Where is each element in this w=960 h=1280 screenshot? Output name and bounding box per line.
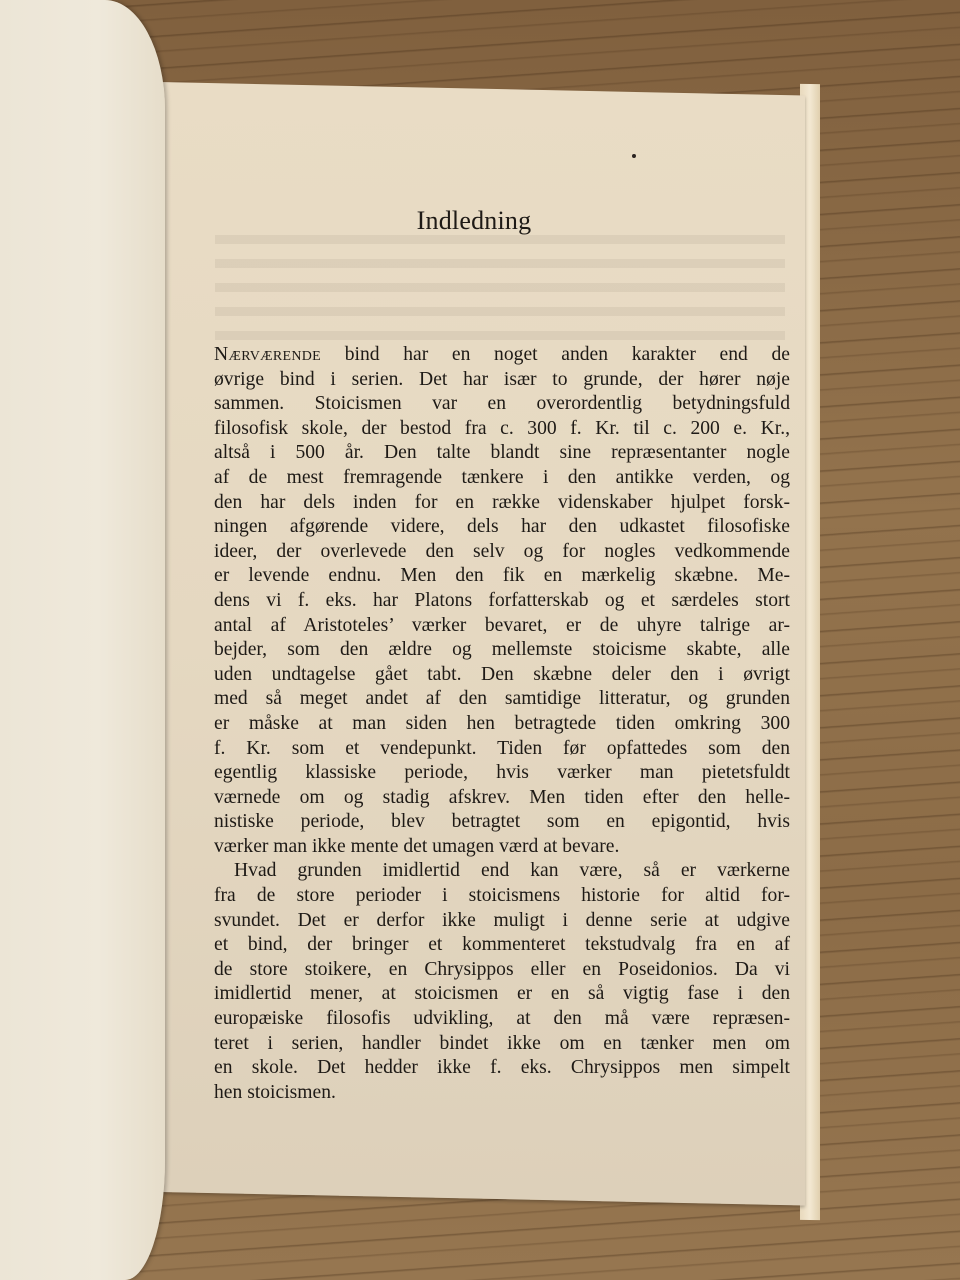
text-line: nistiske periode, blev betragtet som en epigontid, hvis	[214, 811, 790, 833]
paragraph-1	[214, 343, 790, 859]
left-page	[0, 0, 165, 1280]
text-line: antal af Aristoteles’ værker bevaret, er de uhyre talrige ar-	[214, 614, 790, 636]
text-line: dens vi f. eks. har Platons forfatterskab og et særdeles stort	[214, 589, 790, 611]
text-line: er måske at man siden hen betragtede tiden omkring 300	[214, 712, 790, 734]
text-line: den har dels inden for en række videnskaber hjulpet forsk-	[214, 491, 790, 513]
text-line: ideer, der overlevede den selv og for nogles vedkommende	[214, 540, 790, 562]
text-line: teret i serien, handler bindet ikke om en tænker men om	[214, 1032, 790, 1054]
text-line: værker man ikke mente det umagen værd at bevare.	[214, 835, 620, 857]
text-line: f. Kr. som et vendepunkt. Tiden før opfattedes som den	[214, 737, 790, 759]
text-line: en skole. Det hedder ikke f. eks. Chrysippos men simpelt	[214, 1057, 790, 1079]
text-line: imidlertid mener, at stoicismen er en så vigtig fase i den	[214, 983, 790, 1005]
text-line: med så meget andet af den samtidige litteratur, og grunden	[214, 688, 790, 710]
text-line: øvrige bind i serien. Det har især to grunde, der hører nøje	[214, 368, 790, 390]
body-text	[214, 343, 790, 1105]
paragraph-2	[214, 859, 790, 1105]
text-line: de store stoikere, en Chrysippos eller en Poseidonios. Da vi	[214, 958, 790, 980]
text-line: hen stoicismen.	[214, 1081, 336, 1103]
text-line: altså i 500 år. Den talte blandt sine repræsentanter nogle	[214, 442, 790, 464]
page-content	[214, 0, 794, 1280]
text-line: værnede om og stadig afskrev. Men tiden efter den helle-	[214, 786, 790, 808]
text-line: europæiske filosofis udvikling, at den må være repræsen-	[214, 1008, 790, 1030]
text-line: et bind, der bringer et kommenteret tekstudvalg fra en af	[214, 934, 790, 956]
text-line: ningen afgørende videre, dels har den udkastet filosofiske	[214, 516, 790, 538]
text-line: svundet. Det er derfor ikke muligt i denne serie at udgive	[214, 909, 790, 931]
text-line	[214, 343, 790, 368]
text-line: sammen. Stoicismen var en overordentlig betydningsfuld	[214, 393, 790, 415]
text-line: af de mest fremragende tænkere i den antikke verden, og	[214, 466, 790, 488]
text-line-content: bind har en noget anden karakter end de	[321, 344, 790, 365]
text-line: filosofisk skole, der bestod fra c. 300 f. Kr. til c. 200 e. Kr.,	[214, 417, 790, 439]
text-line: Hvad grunden imidlertid end kan være, så er værkerne	[234, 860, 790, 882]
text-line: bejder, som den ældre og mellemste stoicisme skabte, alle	[214, 639, 790, 661]
lead-smallcaps: Nærværende	[214, 344, 322, 365]
text-line: fra de store perioder i stoicismens historie for altid for-	[214, 885, 790, 907]
text-line: uden undtagelse gået tabt. Den skæbne deler den i øvrigt	[214, 663, 790, 685]
text-line: er levende endnu. Men den fik en mærkelig skæbne. Me-	[214, 565, 790, 587]
text-line: egentlig klassiske periode, hvis værker man pietetsfuldt	[214, 762, 790, 784]
chapter-title: Indledning	[416, 206, 532, 235]
